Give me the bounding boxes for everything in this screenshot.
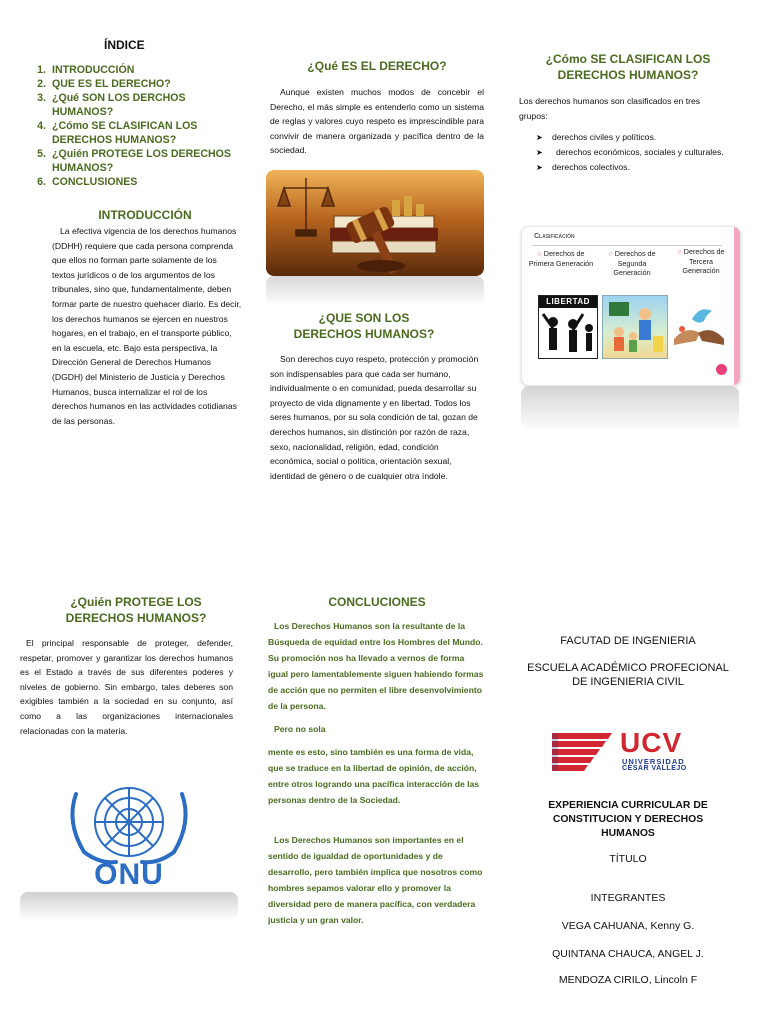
toc-item[interactable]: 3. ¿Qué SON LOS DERCHOS HUMANOS? xyxy=(37,92,186,118)
hands-dove-image xyxy=(672,299,726,351)
list-item: ➤ derechos económicos, sociales y culturales. xyxy=(536,145,746,160)
concl-p2: Pero no sola xyxy=(274,724,326,734)
pink-dot xyxy=(716,364,727,375)
member-name: VEGA CAHUANA, Kenny G. xyxy=(561,920,695,932)
slide-reflection xyxy=(521,386,739,432)
slide-border xyxy=(734,227,740,385)
toc-item[interactable]: 5. ¿Quién PROTEGE LOS DERECHOS HUMANOS? xyxy=(37,148,231,174)
table-of-contents xyxy=(30,63,240,189)
ucv-emblem-icon xyxy=(552,729,614,773)
onu-logo-frame xyxy=(20,780,238,892)
onu-label: ONU xyxy=(94,858,164,891)
intro-title: INTRODUCCIÓN xyxy=(98,208,192,222)
toc-item[interactable]: 2. QUE ES EL DERECHO? xyxy=(37,78,171,90)
ucv-logo xyxy=(552,729,708,773)
onu-reflection xyxy=(20,892,238,920)
school-name: ESCUELA ACADÉMICO PROFECIONAL DE INGENIERIA CIVIL xyxy=(527,662,729,688)
derecho-title: ¿Qué ES EL DERECHO? xyxy=(307,59,447,73)
titulo-label: TÍTULO xyxy=(609,853,647,865)
arrow-bullet-icon: ➤ xyxy=(536,148,543,157)
protege-title: ¿Quién PROTEGE LOS DERECHOS HUMANOS? xyxy=(65,595,207,625)
member-name: MENDOZA CIRILO, Lincoln F xyxy=(558,974,698,986)
gen-1-label: ○ Derechos de Primera Generación xyxy=(528,249,594,268)
gen-3-label: ○ Derechos de Tercera Generación xyxy=(677,247,725,275)
course-name: EXPERIENCIA CURRICULAR DE CONSTITUCION Y DERECHOS HUMANOS xyxy=(548,800,708,839)
list-item: ➤ derechos colectivos. xyxy=(536,160,746,175)
concl-p4: Los Derechos Humanos son importantes en el sentido de igualdad de oportunidades y de desarrollo, pero también implica que nosotros como hombres sepamos valorar ello y promover la diversidad pero de manera pacífica, con verdadera justicia y un gran valor. xyxy=(268,835,483,925)
arrow-bullet-icon: ➤ xyxy=(536,133,543,142)
toc-item[interactable]: 4. ¿Cómo SE CLASIFICAN LOS DERECHOS HUMANOS? xyxy=(37,120,198,146)
concl-p1: Los Derechos Humanos son la resultante de la Búsqueda de equidad entre los Hombres del Mundo. Su promoción nos ha llevado a vernos de forma igual pero lamentablemente siguen habiendo formas de acción que no permiten el libre desenvolvimiento de la persona. xyxy=(268,621,484,711)
toc-item[interactable]: 1. INTRODUCCIÓN xyxy=(37,64,135,76)
derecho-text: Aunque existen muchos modos de concebir el Derecho, el más simple es entenderlo como un sistema de reglas y valores cuyo respeto es imprescindible para convivir de manera organizada y pacífica dentro de la sociedad. xyxy=(270,87,484,156)
clasif-title: ¿Cómo SE CLASIFICAN LOS DERECHOS HUMANOS? xyxy=(545,52,711,82)
list-item: ➤ derechos civiles y políticos. xyxy=(536,130,746,145)
libertad-image xyxy=(538,295,598,359)
concl-p3: mente es esto, sino también es una forma de vida, que se traduce en la libertad de opinión, de acción, entre otros logrando una pacífica interacción de las personas dentro de la Sociedad. xyxy=(268,747,480,805)
faculty-name: FACUTAD DE INGENIERIA xyxy=(560,635,696,647)
ucv-subtitle-1: UNIVERSIDAD xyxy=(622,757,685,766)
integrantes-label: INTEGRANTES xyxy=(590,892,666,904)
arrow-bullet-icon: ➤ xyxy=(536,163,543,172)
gen-2-label: ○ Derechos de Segunda Generación xyxy=(608,249,656,277)
gavel-reflection xyxy=(266,276,484,306)
classification-slide xyxy=(521,226,741,386)
concl-title: CONCLUCIONES xyxy=(328,595,426,609)
gavel-icon xyxy=(266,170,484,276)
ucv-wordmark: UCV xyxy=(620,727,683,758)
intro-text: La efectiva vigencia de los derechos humanos (DDHH) requiere que cada persona comprenda que ellos no forman parte solamente de los textos jurídicos o de los argumentos de los tribunales, sino que, fundamentalmente, deben formar parte de nuestro quehacer diario. Es decir, los derechos humanos se ejercen en nuestros hogares, en el trabajo, en el transporte público, en la escuela, etc. Bajo esta perspectiva, la Dirección General de Derechos Humanos (DGDH) del Ministerio de Justicia y Derechos Humanos, busca internalizar el rol de los derechos humanos en las actividades cotidianas de las personas. xyxy=(52,226,242,426)
classroom-image xyxy=(602,295,668,359)
protege-text: El principal responsable de proteger, defender, respetar, promover y garantizar los derechos humanos es el Estado a través de sus diferentes poderes y niveles de gobierno. Sin embargo, tales deberes son exigibles también a la sociedad en su conjunto, así como a las organizaciones internacionales relacionadas con la materia. xyxy=(20,638,233,736)
dh-title: ¿QUE SON LOS DERECHOS HUMANOS? xyxy=(293,311,435,341)
dh-text: Son derechos cuyo respeto, protección y promoción son indispensables para que cada ser humano, individualmente o en comunidad, pueda desarrollar su proyecto de vida dignamente y en libertad. Todos los seres humanos, por su sola condición de tal, gozan de derechos humanos, sin distinción por razón de raza, sexo, nacionalidad, religión, edad, condición económica, social o política, orientación sexual, identidad de género o de cualquier otra índole. xyxy=(270,354,479,481)
groups-list xyxy=(536,130,746,175)
ucv-subtitle-2: CÉSAR VALLEJO xyxy=(622,765,687,772)
index-title: ÍNDICE xyxy=(104,38,145,52)
member-name: QUINTANA CHAUCA, ANGEL J. xyxy=(552,948,704,960)
slide-heading: Clasificación xyxy=(534,233,575,240)
libertad-label: LIBERTAD xyxy=(539,296,597,308)
toc-item[interactable]: 6. CONCLUSIONES xyxy=(37,176,138,188)
gavel-image xyxy=(266,170,484,276)
clasif-intro: Los derechos humanos son clasificados en tres grupos: xyxy=(519,96,701,121)
